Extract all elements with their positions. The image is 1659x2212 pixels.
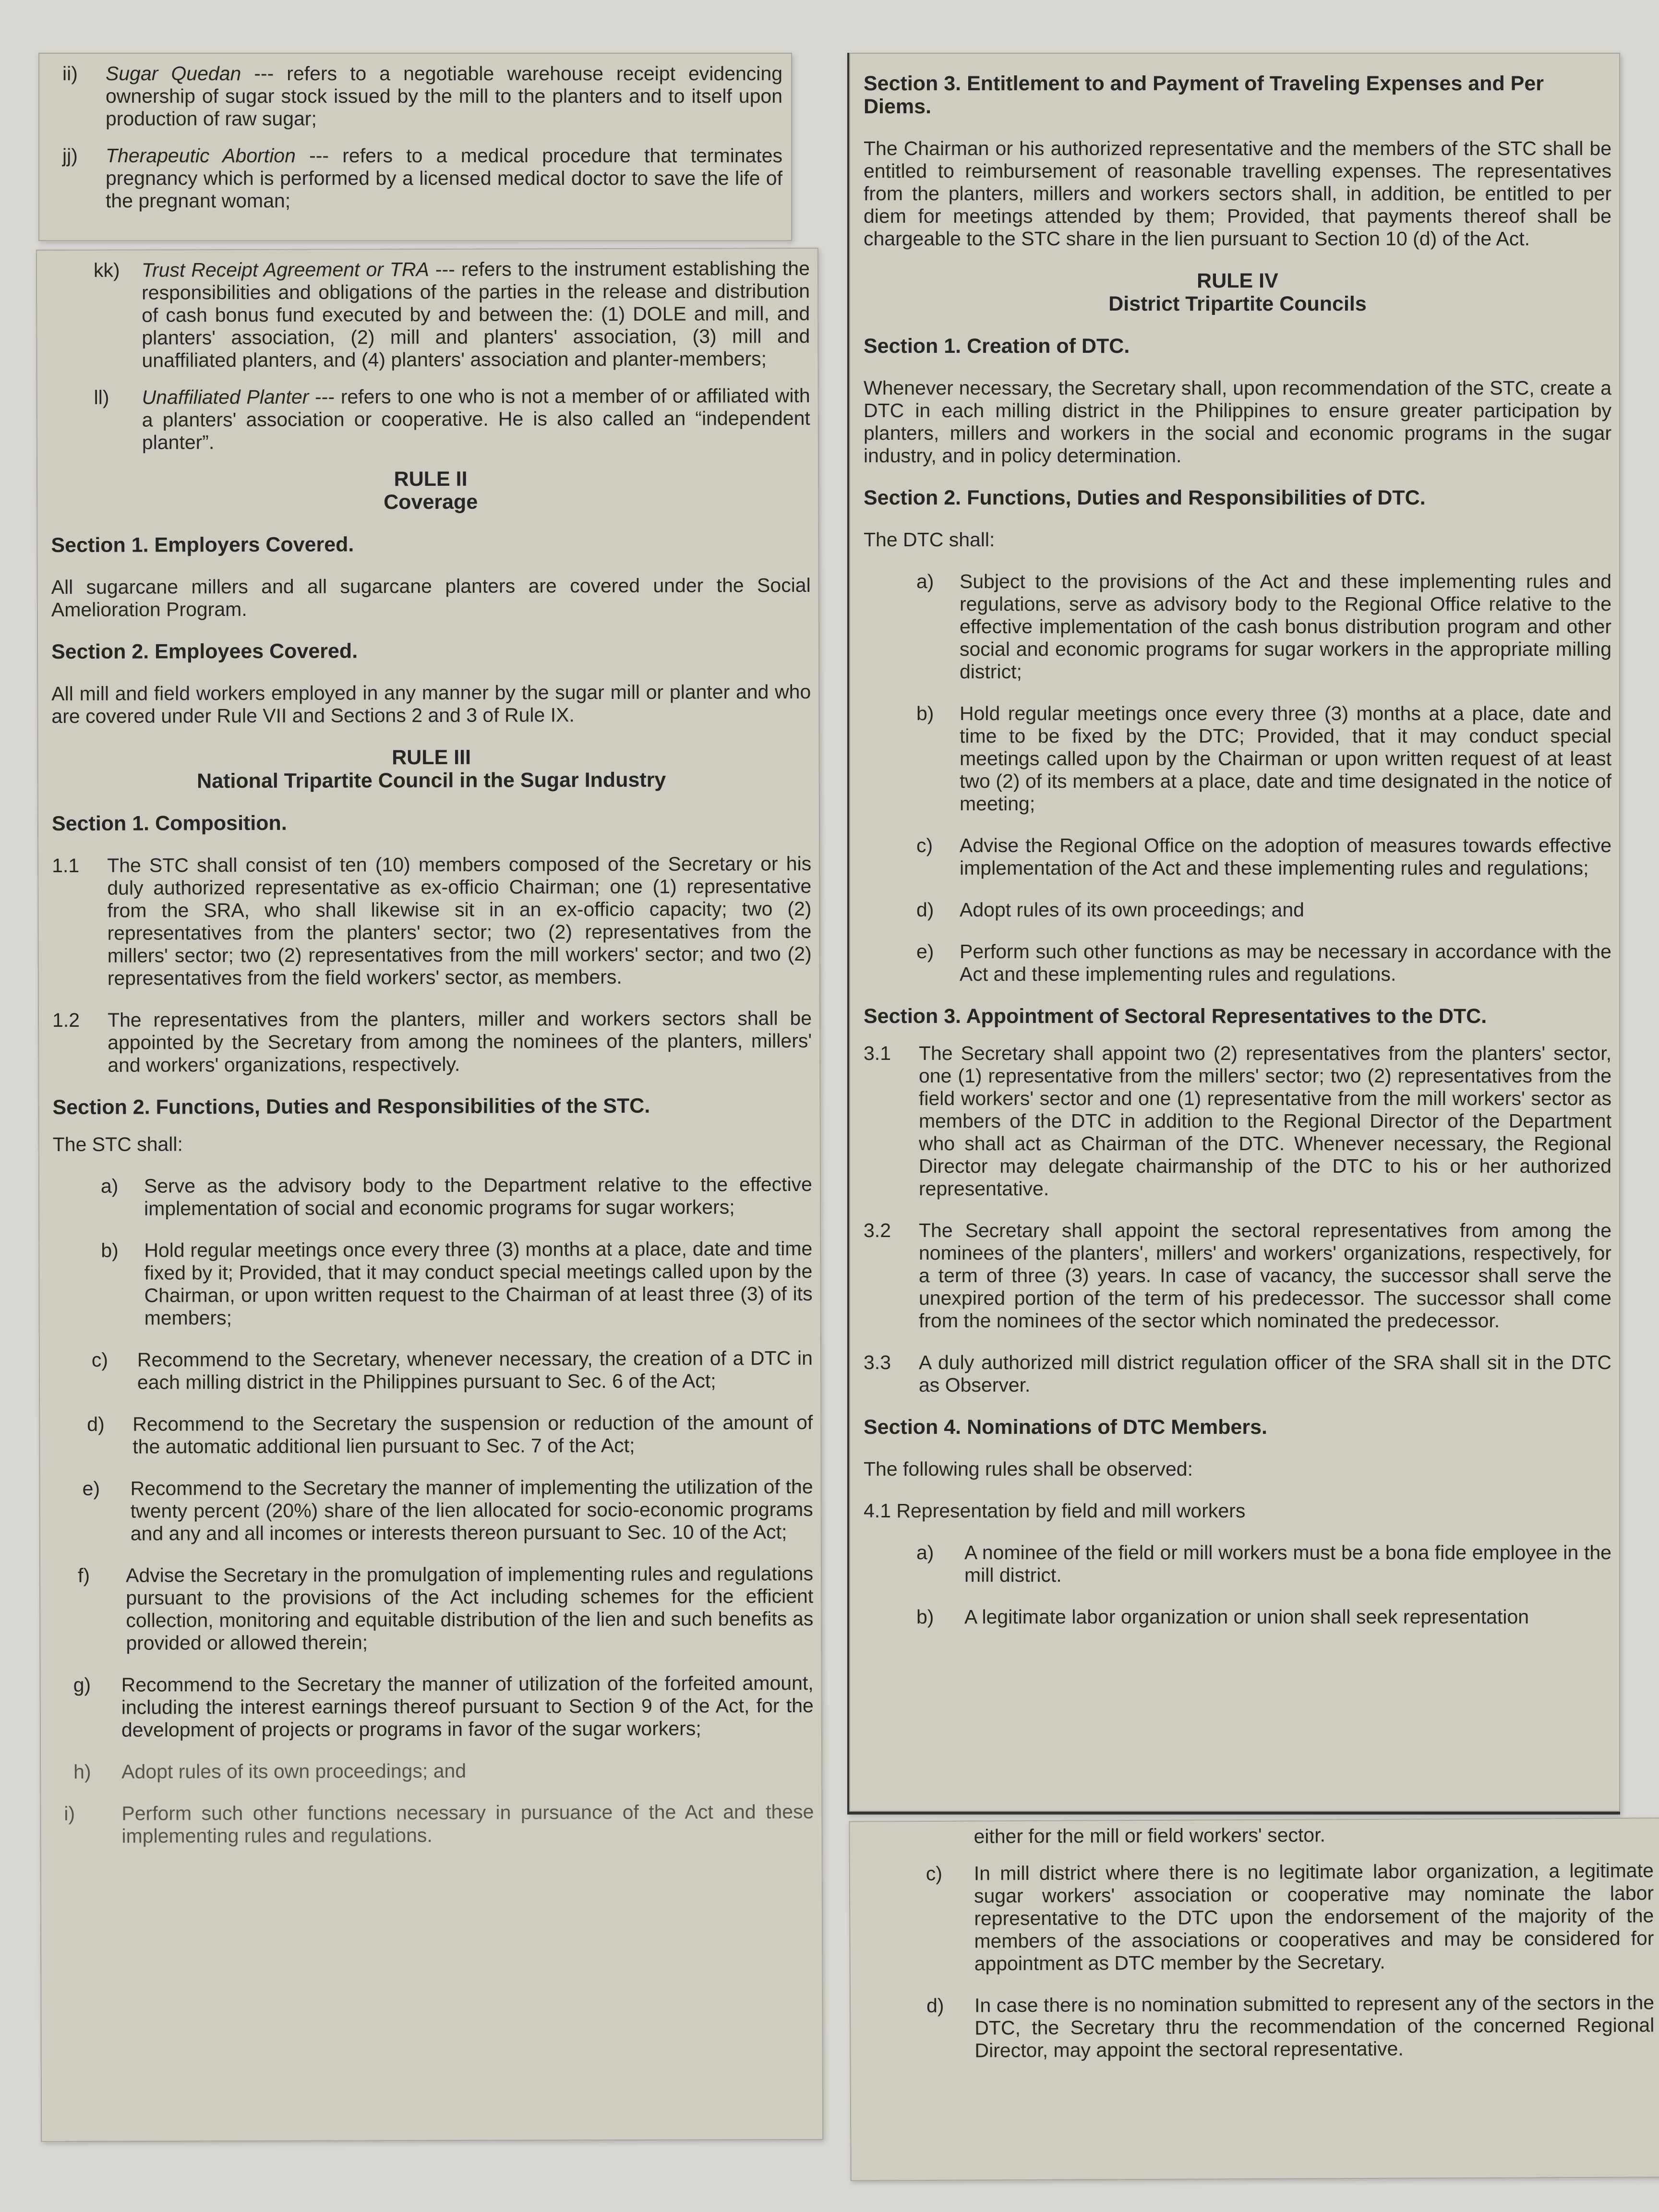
defined-term: Unaffiliated Planter [142,385,309,409]
section-heading: Section 2. Employees Covered. [51,639,358,664]
list-item [864,1541,1611,1587]
item-label: c) [916,834,933,856]
definition-text: --- refers to a medical procedure that terminates pregnancy which is performed by a licensed medical doctor to save the life of the pregnant woman; [106,144,782,212]
section-intro: The STC shall: [52,1133,183,1156]
item-label: b) [916,1606,934,1628]
defined-term: Therapeutic Abortion [106,144,296,167]
list-item [52,853,812,990]
list-item [864,702,1611,815]
rule-ii-title: RULE II [394,467,468,491]
list-item [864,1219,1611,1332]
item-text: The representatives from the planters, miller and workers sectors shall be appointed by the Secretary from among the nominees of the planters, millers' and workers' organizations, respectively. [107,1007,812,1076]
item-text: The STC shall consist of ten (10) members composed of the Secretary or his duly authorized representative as ex-officio Chairman; one (1) representative from the SRA, who shall likewise sit in an ex-officio capacity; two (2) representatives from the planters' sector; two (2) representatives from the millers' sector; two (2) representatives from the mill workers' sector; and two (2) representatives from the field workers' sector, as members. [107,852,812,989]
list-item [53,1411,813,1458]
list-item [54,1563,813,1655]
item-label: ll) [94,386,109,409]
definition-text: --- refers to the instrument establishing the responsibilities and obligations of the parties in the release and distribution of cash bonus fund executed by and between the: (1) DOLE and mill, and planters' association, (2) mill and planters' association, (3) mill and unaffiliated planters, and (4) planters' association and planter-members; [142,257,810,372]
item-label: d) [916,899,934,921]
section-text: All mill and field workers employed in any manner by the sugar mill or planter and who are covered under Rule VII and Sections 2 and 3 of Rule IX. [51,680,811,728]
list-item [54,1759,814,1783]
list-item [53,1173,812,1220]
item-label: a) [916,1541,934,1563]
item-label: e) [82,1477,100,1500]
section-intro: The DTC shall: [864,529,995,551]
item-label: 1.2 [52,1009,80,1032]
item-label: a) [916,570,934,592]
item-text: Adopt rules of its own proceedings; and [960,899,1304,921]
definition-ll [51,385,810,454]
rule-iv-subtitle: District Tripartite Councils [1108,292,1367,315]
item-text: Recommend to the Secretary the suspension or reduction of the amount of the automatic additional lien pursuant to Sec. 7 of the Act; [132,1411,813,1458]
item-text: A duly authorized mill district regulation officer of the SRA shall sit in the DTC as Observer. [919,1351,1611,1396]
item-label: 3.3 [864,1351,891,1373]
list-item [864,1351,1611,1396]
item-label: d) [87,1413,105,1435]
list-item [878,1859,1654,1975]
clipping-definitions-ii-jj [38,53,792,241]
item-label: h) [73,1760,91,1783]
list-item [54,1801,814,1848]
item-text: Perform such other functions as may be necessary in accordance with the Act and these implementing rules and regulations. [960,940,1611,985]
item-text: The Secretary shall appoint two (2) representatives from the planters' sector, one (1) representative from the millers' sector; two (2) representatives from the field workers' sector and one (1) representative from the mill workers' sector as members of the DTC in addition to the Regional Director of the Department who shall act as Chairman of the DTC. Whenever necessary, the Regional Director may delegate chairmanship of the DTC to his or her authorized representative. [919,1042,1611,1200]
item-label: b) [916,702,934,724]
section-heading: Section 1. Employers Covered. [51,533,354,557]
item-label: ii) [62,62,78,84]
clipping-rule-iv [847,53,1620,1815]
section-text: Whenever necessary, the Secretary shall, upon recommendation of the STC, create a DTC in each milling district in the Philippines to ensure greater participation by planters, millers and workers in the social and economic programs in the sugar industry, and in policy determination. [864,377,1611,467]
item-label: 3.2 [864,1219,891,1241]
item-label: f) [78,1564,90,1587]
item-text: Advise the Secretary in the promulgation of implementing rules and regulations pursuant to the provisions of the Act including schemes for the efficient collection, monitoring and equitable distribution of the lien and such benefits as provided or allowed therein; [126,1562,814,1654]
list-item [53,1347,813,1394]
item-text: Recommend to the Secretary, whenever necessary, the creation of a DTC in each milling district in the Philippines pursuant to Sec. 6 of the Act; [137,1346,813,1394]
item-label: a) [100,1175,119,1197]
list-item [52,1007,812,1077]
item-label: jj) [62,144,78,167]
section-heading: Section 3. Appointment of Sectoral Representatives to the DTC. [864,1005,1487,1028]
definition-kk [50,257,810,372]
item-text: In case there is no nomination submitted to represent any of the sectors in the DTC, the Secretary thru the recommendation of the concerned Regional Director, may appoint the sectoral representative. [974,1991,1655,2062]
defined-term: Sugar Quedan [106,62,241,84]
list-item [864,834,1611,879]
rule-ii-subtitle: Coverage [384,490,478,514]
list-item [53,1238,812,1330]
item-text: The Secretary shall appoint the sectoral representatives from among the nominees of the planters', millers' and workers' organizations, respectively, for a term of three (3) years. In case of vacancy, the successor shall serve the unexpired portion of the term of his predecessor. The successor shall come from the nominees of the sector which nominated the predecessor. [919,1219,1611,1332]
definition-text: --- refers to one who is not a member of or affiliated with a planters' association or cooperative. He is also called an “independent planter”. [142,384,810,454]
list-item [54,1476,813,1545]
list-item [864,1606,1611,1628]
list-item [54,1672,814,1742]
item-text: Subject to the provisions of the Act and these implementing rules and regulations, serve as advisory body to the Regional Office relative to the effective implementation of the cash bonus distribution program and other social and economic programs for sugar workers in the appropriate milling district; [960,570,1611,683]
item-text: Adopt rules of its own proceedings; and [121,1759,467,1783]
item-label: 3.1 [864,1042,891,1064]
section-heading: Section 2. Functions, Duties and Responsibilities of the STC. [52,1094,650,1119]
item-text: A nominee of the field or mill workers must be a bona fide employee in the mill district. [964,1541,1611,1586]
subsection-heading: 4.1 Representation by field and mill workers [864,1500,1246,1522]
item-label: b) [101,1239,119,1262]
rule-iii-title: RULE III [392,745,471,769]
item-label: c) [91,1348,108,1371]
section-text: All sugarcane millers and all sugarcane planters are covered under the Social Amelioration Program. [51,574,811,621]
definition-text: --- refers to a negotiable warehouse receipt evidencing ownership of sugar stock issued by the mill to the planters and to itself upon production of raw sugar; [106,62,783,130]
list-item [878,1991,1655,2062]
item-text: Recommend to the Secretary the manner of implementing the utilization of the twenty percent (20%) share of the lien allocated for socio-economic programs and any and all incomes or interests thereon pursuant to Sec. 10 of the Act; [130,1475,813,1545]
rule-iii-subtitle: National Tripartite Council in the Sugar Industry [197,768,666,793]
item-text: A legitimate labor organization or union shall seek representation [964,1606,1529,1628]
section-text: The Chairman or his authorized representative and the members of the STC shall be entitled to reimbursement of reasonable travelling expenses. The representatives from the planters, millers and workers sectors shall, in addition, be entitled to per diem for meetings attended by them; Provided, that payments thereof shall be chargeable to the STC share in the lien pursuant to Section 10 (d) of the Act. [864,137,1611,250]
item-label: c) [926,1862,943,1885]
list-item [864,899,1611,921]
item-label: 1.1 [52,854,80,877]
section-heading: Section 3. Entitlement to and Payment of Traveling Expenses and Per Diems. [864,72,1544,118]
item-label: kk) [93,259,120,281]
section-heading: Section 1. Composition. [51,811,287,836]
item-text: Hold regular meetings once every three (3) months at a place, date and time fixed by it; Provided, that it may conduct special meetings called upon by the Chairman, or upon written request to the Chairman of at least three (3) of its members; [144,1237,813,1329]
rule-iv-title: RULE IV [1197,269,1278,292]
item-text: Perform such other functions necessary in pursuance of the Act and these implementing rules and regulations. [121,1800,814,1847]
section-heading: Section 2. Functions, Duties and Responsibilities of DTC. [864,486,1426,509]
item-text: Hold regular meetings once every three (3) months at a place, date and time to be fixed by the DTC; Provided, that it may conduct special meetings called upon by the Chairman or upon written request of at least two (2) of its members at a place, date and time designated in the notice of meeting; [960,702,1611,815]
item-label: d) [926,1994,944,2017]
item-label: i) [64,1802,75,1825]
section-intro: The following rules shall be observed: [864,1458,1193,1480]
item-label: g) [73,1673,91,1696]
section-heading: Section 4. Nominations of DTC Members. [864,1416,1267,1439]
continued-text: either for the mill or field workers' sector. [974,1824,1326,1848]
item-label: e) [916,940,934,962]
list-item [864,1042,1611,1200]
clipping-rule-ii-iii [36,248,823,2142]
list-item [864,570,1611,683]
item-text: Advise the Regional Office on the adoption of measures towards effective implementation of the Act and these implementing rules and regulations; [960,834,1611,879]
list-item [864,940,1611,986]
item-text: In mill district where there is no legitimate labor organization, a legitimate sugar workers' association or cooperative may nominate the labor representative to the DTC upon the endorsement of the majority of the members of the associations or cooperatives and may be considered for appointment as DTC member by the Secretary. [974,1859,1654,1975]
clipping-nominations-continued [849,1817,1659,2181]
item-text: Serve as the advisory body to the Department relative to the effective implementation of social and economic programs for sugar workers; [144,1173,813,1220]
item-text: Recommend to the Secretary the manner of utilization of the forfeited amount, including the interest earnings thereof pursuant to Section 9 of the Act, for the development of projects or programs in favor of the sugar workers; [121,1671,814,1741]
definition-jj [62,144,782,212]
definition-ii [62,62,783,130]
defined-term: Trust Receipt Agreement or TRA [141,258,429,281]
section-heading: Section 1. Creation of DTC. [864,335,1130,358]
